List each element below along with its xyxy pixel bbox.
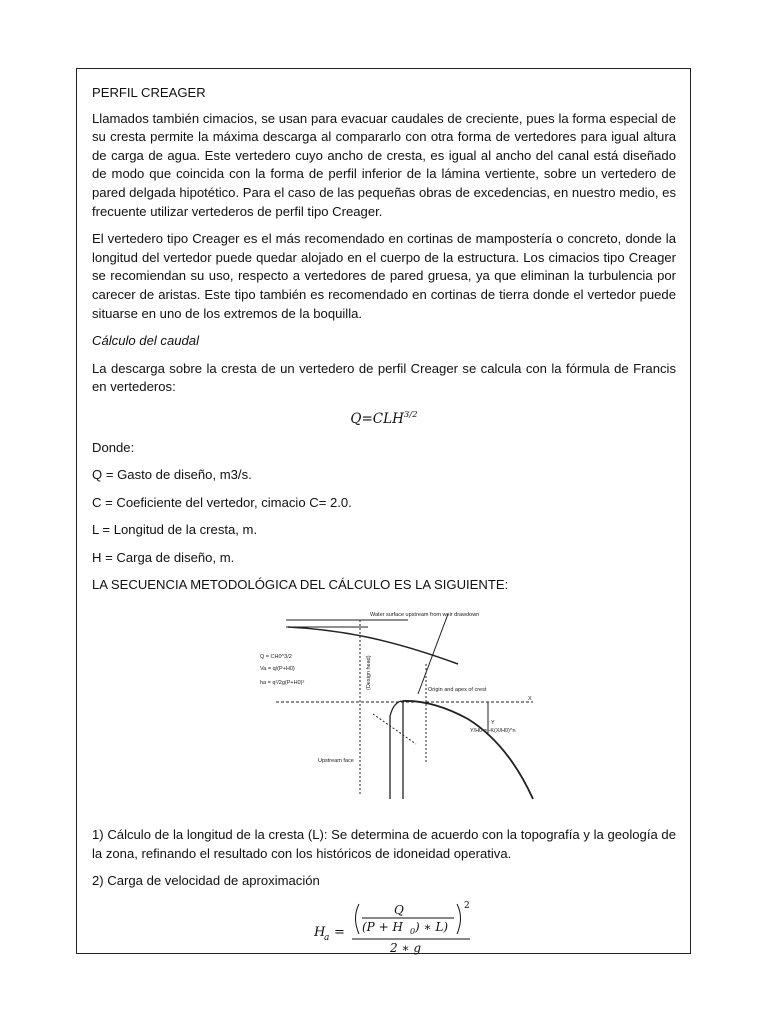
definition-l: L = Longitud de la cresta, m.: [92, 522, 258, 538]
document-body: [92, 84, 676, 960]
q-equation: Q = CH0^3/2: [260, 654, 292, 661]
step-1: 1) Cálculo de la longitud de la cresta (L): Se determina de acuerdo con la topografía y la geología de la zona, refinando el resultado con los históricos de idoneidad operativa.: [92, 827, 676, 861]
subheading-caudal: Cálculo del caudal: [92, 333, 200, 349]
axis-x-label: X: [528, 696, 532, 703]
eq-bottom: 2 ∗ g: [390, 940, 422, 955]
francis-formula: [92, 406, 676, 429]
eq-right-paren: [457, 904, 461, 934]
sequence-heading: LA SECUENCIA METODOLÓGICA DEL CÁLCULO ES LA SIGUIENTE:: [92, 577, 509, 593]
intro-paragraph: Llamados también cimacios, se usan para evacuar caudales de creciente, pues la forma especial de su cresta permite la máxima descarga al compararlo con otra forma de vertedores para igual altura de carga de agua. Este vertedero cuyo ancho de cresta, es igual al ancho del canal está diseñado de modo que coincida con la forma de perfil inferior de la lámina vertiente, sobre un vertedero de pared delgada hipotético. Para el caso de las pequeñas obras de excedencias, en nuestro medio, es frecuente utilizar vertederos de perfil tipo Creager.: [92, 110, 676, 219]
formula-exponent: 3/2: [403, 409, 418, 420]
approach-velocity-equation: [92, 900, 676, 960]
step-2: 2) Carga de velocidad de aproximación: [92, 873, 320, 889]
eq-denominator-sub: 0: [410, 926, 416, 936]
definition-q: Q = Gasto de diseño, m3/s.: [92, 467, 252, 483]
francis-paragraph: La descarga sobre la cresta de un vertedero de perfil Creager se calcula con la fórmula de Francis en vertederos:: [92, 360, 676, 395]
eq-lhs: H: [314, 924, 326, 940]
creager-profile-figure: [92, 604, 676, 814]
second-paragraph: El vertedero tipo Creager es el más recomendado en cortinas de mampostería o concreto, donde la longitud del vertedor puede quedar alojado en el cuerpo de la estructura. Los cimacios tipo Creager se recomiendan su uso, respecto a vertedores de pared gruesa, ya que eliminan la turbulencia por carecer de aristas. Este tipo también es recomendado en cortinas de tierra donde el vertedor puede situarse en uno de los extremos de la boquilla.: [92, 231, 676, 321]
creager-profile-diagram: [258, 604, 538, 809]
eq-denominator: (P + H: [362, 919, 403, 934]
eq-numerator: Q: [394, 902, 404, 917]
va-equation: Va = q/(P+H0): [260, 666, 295, 673]
eq-lhs-sub: a: [324, 932, 330, 943]
eq-denominator-tail: ) ∗ L): [415, 919, 449, 934]
water-surface-label: Water surface upstream from weir drawdown: [370, 612, 480, 619]
document-title: PERFIL CREAGER: [92, 85, 206, 100]
donde-label: Donde:: [92, 439, 135, 455]
definition-c: C = Coeficiente del vertedor, cimacio C= 2.0.: [92, 494, 352, 510]
upstream-face-label: Upstream face: [318, 758, 354, 765]
origin-label: Origin and apex of crest: [428, 687, 487, 694]
eq-exponent: 2: [464, 900, 470, 911]
eq-equals: =: [334, 924, 345, 940]
equation-graphic: [312, 900, 492, 960]
ha-equation: ha = q²/2g(P+H0)²: [260, 680, 305, 687]
axis-y-label: Y: [491, 720, 495, 727]
formula-main: Q=CLH: [350, 410, 404, 427]
eq-left-paren: [356, 904, 360, 934]
definition-h: H = Carga de diseño, m.: [92, 549, 235, 565]
design-head-label: (Design head): [366, 655, 372, 691]
profile-equation: Y/H0 = -K(X/H0)^n: [470, 728, 516, 735]
